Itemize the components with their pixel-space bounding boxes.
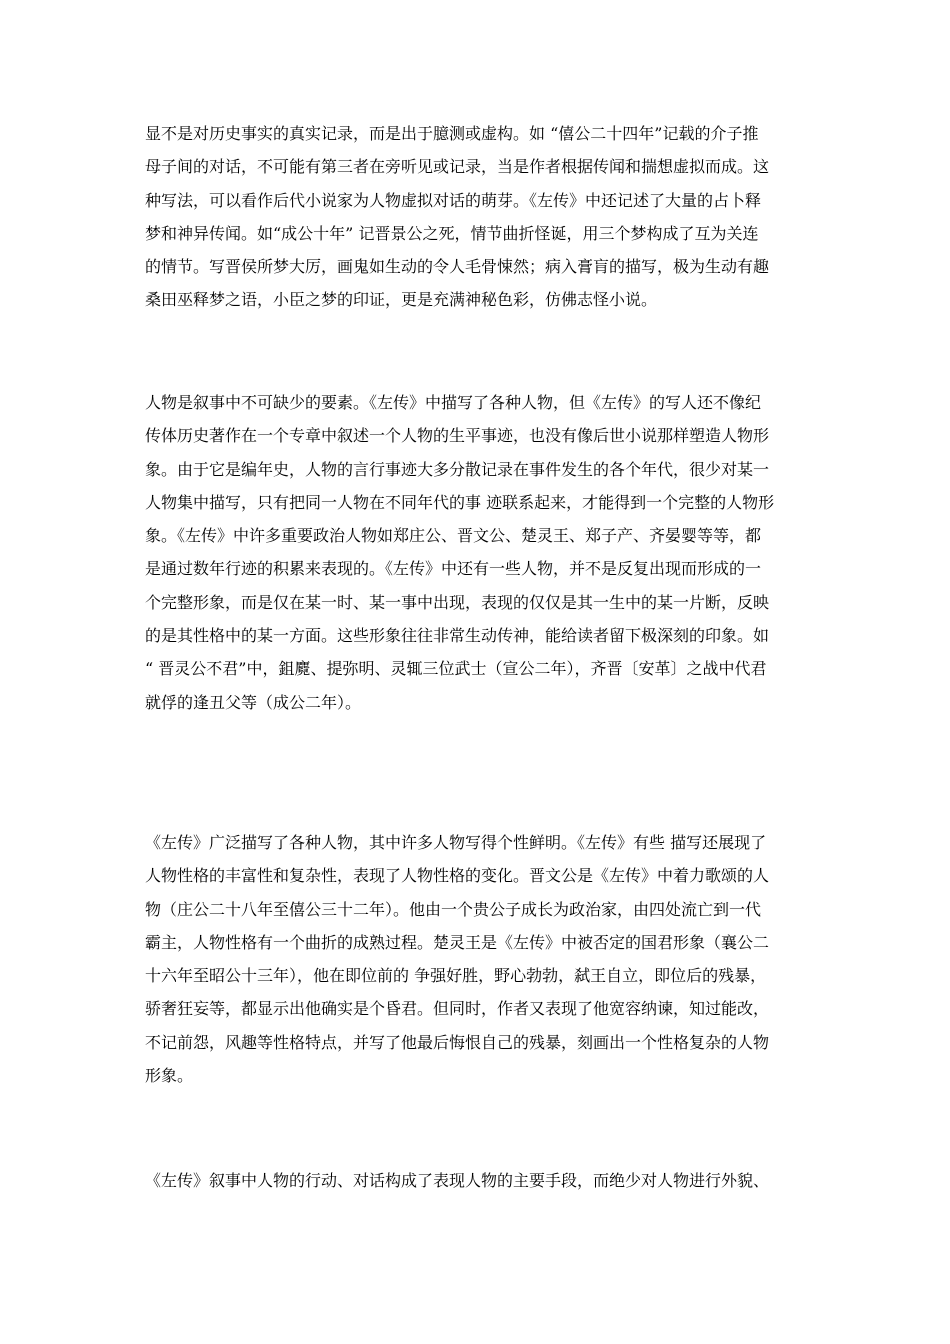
text-line: 人物性格的丰富性和复杂性，表现了人物性格的变化。晋文公是《左传》中着力歌颂的人 — [145, 866, 770, 886]
text-line: 母子间的对话，不可能有第三者在旁听见或记录，当是作者根据传闻和揣想虚拟而成。这 — [145, 157, 770, 177]
text-line: 个完整形象，而是仅在某一时、某一事中出现，表现的仅仅是其一生中的某一片断，反映 — [145, 592, 770, 612]
text-line: 的情节。写晋侯所梦大厉，画鬼如生动的令人毛骨悚然；病入膏肓的描写，极为生动有趣 — [145, 257, 770, 277]
paragraph-1 — [145, 117, 810, 317]
text-line: 霸主，人物性格有一个曲折的成熟过程。楚灵王是《左传》中被否定的国君形象（襄公二 — [145, 932, 770, 952]
paragraph-3 — [145, 826, 810, 1092]
text-line: 物（庄公二十八年至僖公三十二年）。他由一个贵公子成长为政治家，由四处流亡到一代 — [145, 899, 762, 919]
text-line: 十六年至昭公十三年），他在即位前的 争强好胜，野心勃勃，弑王自立，即位后的残暴， — [145, 966, 767, 986]
text-line: 人物集中描写，只有把同一人物在不同年代的事 迹联系起来，才能得到一个完整的人物形 — [145, 492, 775, 512]
text-line: 《左传》叙事中人物的行动、对话构成了表现人物的主要手段，而绝少对人物进行外貌、 — [145, 1171, 770, 1190]
text-line: 桑田巫释梦之语，小臣之梦的印证，更是充满神秘色彩，仿佛志怪小说。 — [145, 290, 658, 310]
text-line: 是通过数年行迹的积累来表现的。《左传》中还有一些人物，并不是反复出现而形成的一 — [145, 559, 762, 579]
paragraph-4 — [145, 1164, 810, 1197]
text-line: 显不是对历史事实的真实记录，而是出于臆测或虚构。如 “僖公二十四年”记载的介子推 — [145, 124, 759, 143]
text-line: 形象。 — [145, 1066, 194, 1086]
paragraph-2 — [145, 386, 810, 719]
text-line: 人物是叙事中不可缺少的要素。《左传》中描写了各种人物，但《左传》的写人还不像纪 — [145, 393, 762, 412]
text-line: 传体历史著作在一个专章中叙述一个人物的生平事迹，也没有像后世小说那样塑造人物形 — [145, 426, 770, 446]
text-line: 《左传》广泛描写了各种人物，其中许多人物写得个性鲜明。《左传》有些 描写还展现了 — [145, 833, 767, 852]
text-line: 骄奢狂妄等，都显示出他确实是个昏君。但同时，作者又表现了他宽容纳谏，知过能改， — [145, 999, 770, 1019]
text-line: 就俘的逢丑父等（成公二年）。 — [145, 692, 362, 712]
text-line: 梦和神异传闻。如“成公十年” 记晋景公之死，情节曲折怪诞，用三个梦构成了互为关连 — [145, 223, 759, 243]
text-line: 象。《左传》中许多重要政治人物如郑庄公、晋文公、楚灵王、郑子产、齐晏婴等等，都 — [145, 526, 762, 546]
text-line: 不记前怨，风趣等性格特点，并写了他最后悔恨自己的残暴，刻画出一个性格复杂的人物 — [145, 1032, 770, 1052]
text-line: 种写法，可以看作后代小说家为人物虚拟对话的萌芽。《左传》中还记述了大量的占卜释 — [145, 190, 762, 210]
text-line: “ 晋灵公不君”中，鉏麑、提弥明、灵辄三位武士（宣公二年），齐晋〔安革〕之战中代君 — [145, 659, 767, 679]
text-line: 象。由于它是编年史，人物的言行事迹大多分散记录在事件发生的各个年代，很少对某一 — [145, 459, 770, 479]
text-line: 的是其性格中的某一方面。这些形象往往非常生动传神，能给读者留下极深刻的印象。如 — [145, 626, 770, 646]
